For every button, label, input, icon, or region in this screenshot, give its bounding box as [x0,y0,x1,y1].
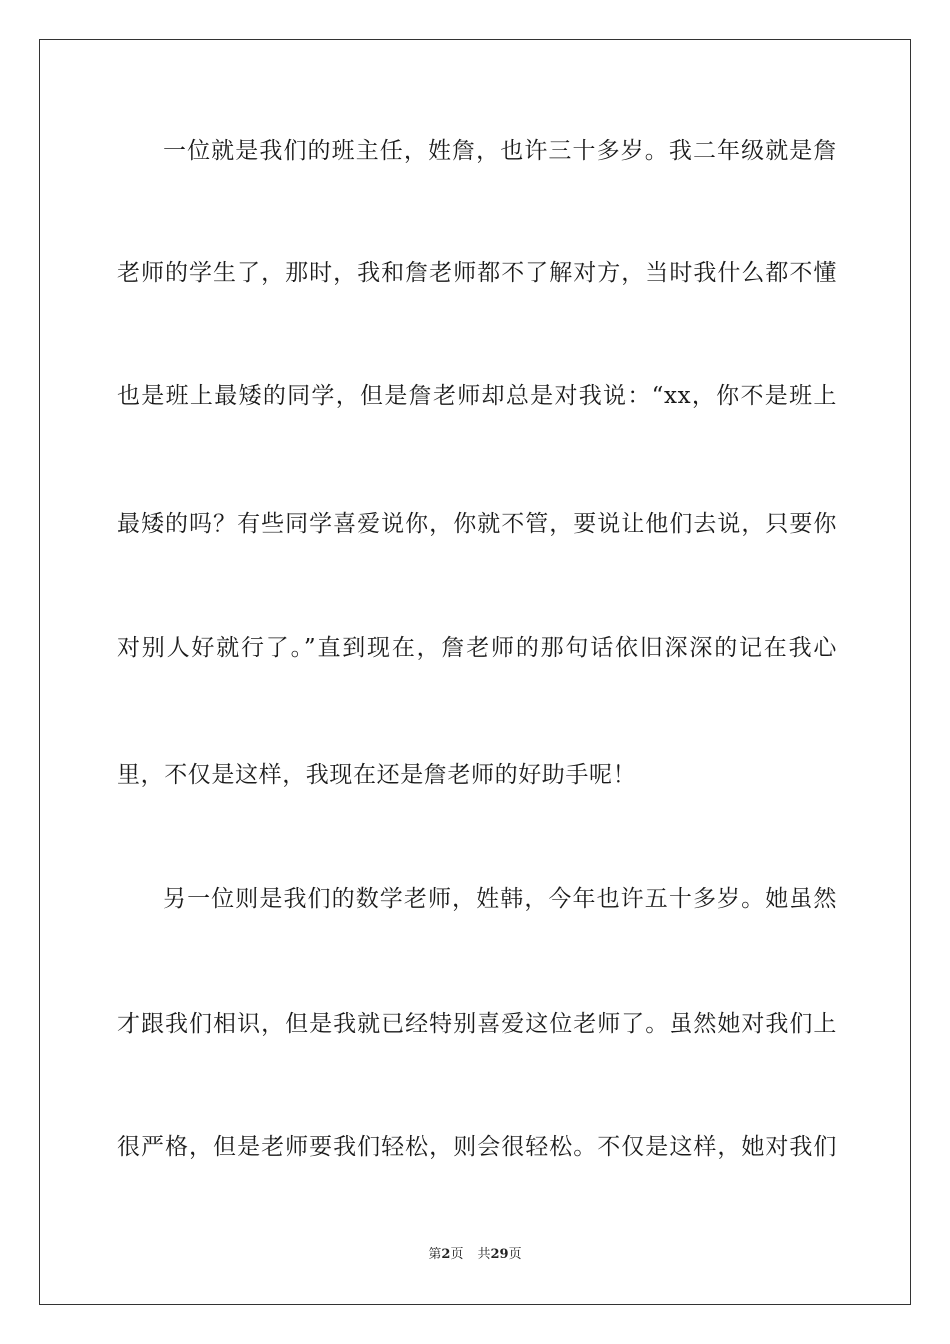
footer-total-prefix: 共 [477,1247,491,1262]
paragraph-1-line-3: 也是班上最矮的同学，但是詹老师却总是对我说：“xx，你不是班上 [117,383,837,409]
paragraph-2-line-2: 才跟我们相识，但是我就已经特别喜爱这位老师了。虽然她对我们上 [117,1011,837,1037]
paragraph-1-line-2: 老师的学生了，那时，我和詹老师都不了解对方，当时我什么都不懂 [117,260,837,286]
paragraph-1-line-6: 里，不仅是这样，我现在还是詹老师的好助手呢！ [117,762,637,788]
paragraph-2-line-1: 另一位则是我们的数学老师，姓韩，今年也许五十多岁。她虽然 [163,886,837,912]
footer-total-pages: 29 [490,1247,509,1262]
paragraph-1-line-5: 对别人好就行了。”直到现在，詹老师的那句话依旧深深的记在我心 [117,635,837,661]
footer-total-suffix: 页 [508,1247,522,1262]
page-footer [0,1246,950,1264]
paragraph-1-line-1: 一位就是我们的班主任，姓詹，也许三十多岁。我二年级就是詹 [163,138,837,164]
footer-page-prefix: 第 [428,1247,442,1262]
paragraph-1-line-4: 最矮的吗？有些同学喜爱说你，你就不管，要说让他们去说，只要你 [117,511,837,537]
page-border [39,39,911,1305]
paragraph-2-line-3: 很严格，但是老师要我们轻松，则会很轻松。不仅是这样，她对我们 [117,1134,837,1160]
footer-page-number: 2 [441,1247,451,1262]
footer-page-suffix: 页 [450,1247,464,1262]
